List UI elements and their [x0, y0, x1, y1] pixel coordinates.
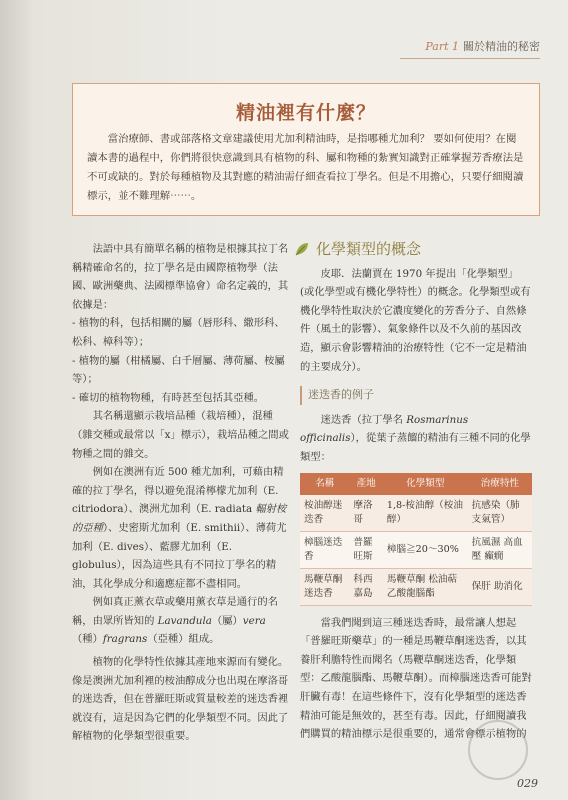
section-heading — [294, 240, 532, 259]
list-item: - 確切的植物物種，有時甚至包括其亞種。 — [72, 391, 265, 404]
text-run: （種） — [72, 633, 103, 646]
intro-title: 精油裡有什麼？ — [235, 102, 376, 124]
chemotype-table — [300, 473, 532, 606]
part-label: Part 1 — [425, 40, 459, 53]
column-header: 治療特性 — [468, 473, 532, 495]
paragraph: 植物的化學特性依據其產地來源而有變化。像是澳洲尤加利裡的桉油醇成分也出現在摩洛哥的迷迭香，但在普羅旺斯或質量較差的迷迭香裡就沒有，這是因為它們的化學類型不同。因此了解植物的化學類型很重要。 — [72, 656, 289, 743]
column-header: 名稱 — [300, 473, 349, 495]
table-cell: 抗感染（肺支氣管） — [468, 495, 532, 532]
table-cell: 摩洛哥 — [349, 495, 383, 532]
table-row — [300, 531, 532, 568]
header-rule — [400, 58, 540, 59]
table-row — [300, 495, 532, 532]
text-run-italic: vera — [242, 614, 266, 627]
text-run: （亞種）組成。 — [147, 633, 220, 646]
paragraph — [72, 593, 290, 649]
table-cell: 桉油醇迷迭香 — [300, 495, 349, 532]
table-cell: 馬鞭草酮 松油萜 乙酸龍腦酯 — [383, 568, 468, 605]
table-cell: 普羅旺斯 — [349, 531, 383, 568]
text-run: （屬） — [211, 614, 243, 627]
page-number: 029 — [517, 777, 538, 790]
paragraph — [72, 463, 290, 593]
stamp-circle — [468, 720, 528, 780]
table-header-row — [300, 473, 532, 495]
left-column — [72, 240, 290, 746]
leaf-icon — [294, 241, 310, 257]
column-header: 產地 — [349, 473, 383, 495]
text-run: ），從葉子蒸餾的精油有三種不同的化學類型： — [300, 432, 531, 463]
table-cell: 樟腦≧20～30% — [383, 531, 468, 568]
text-run-italic: Rosmarinus officinalis — [300, 413, 469, 445]
table-cell: 樟腦迷迭香 — [300, 531, 349, 568]
text-run-italic: fragrans — [102, 633, 148, 646]
text-run: 迷迭香（拉丁學名 — [320, 413, 407, 426]
text-run-italic: Lavandula — [157, 614, 212, 627]
table-cell: 科西嘉島 — [349, 568, 383, 605]
paragraph: 皮耶．法蘭賈在 1970 年提出「化學類型」(或化學型或有機化學特性）的概念。化學類型或有機化學特性取決於它濃度變化的芳香分子、自然條件（風土的影響）、氣象條件以及不久前的基因改造，顯示會影響精油的治療特性（它不一定是精油的主要成分）。 — [300, 267, 531, 373]
text-run: 例如在澳洲有近 500 種尤加利，可藉由精確的拉丁學名，得以避免混淆檸檬尤加利（E. citriodora）、澳洲尤加利（E. radiata — [72, 466, 284, 516]
table-cell: 馬鞭草酮迷迭香 — [300, 568, 349, 605]
sub-heading: 迷迭香的例子 — [300, 386, 532, 405]
table-cell: 1,8-桉油醇（桉油醇） — [383, 495, 468, 532]
text-run: 例如真正薰衣草或藥用薰衣草是通行的名稱，由眾所皆知的 — [72, 596, 278, 627]
text-run: ）、史密斯尤加利（E. smithii）、薄荷尤加利（E. dives）、藍膠尤加利（E. globulus），因為這些具有不同拉丁學名的精油，其化學成分和適應症都不盡相同。 — [72, 521, 287, 590]
list-item: - 植物的屬（柑橘屬、白千層屬、薄荷屬、桉屬等）； — [72, 354, 285, 386]
chapter-title: 關於精油的秘密 — [463, 40, 540, 53]
column-header: 化學類型 — [383, 473, 468, 495]
paragraph: 當我們聞到這三種迷迭香時，最常讓人想起「普羅旺斯藥草」的一種是馬鞭草酮迷迭香，以其養肝利膽特性而聞名（馬鞭草酮迷迭香，化學類型：乙酸龍腦酯、馬鞭草酮）。而樟腦迷迭香可能對肝臟有毒！在這些條件下，沒有化學類型的迷迭香精油可能是無效的，甚至有毒。因此，仔細閱讀我們購買的精油標示是很重要的，通常會標示植物的 — [300, 616, 532, 741]
table-cell: 抗風濕 高血壓 癲癇 — [468, 531, 532, 568]
running-header — [425, 38, 540, 54]
paragraph: 法語中具有簡單名稱的植物是根據其拉丁名稱精確命名的，拉丁學名是由國際植物學（法國、歐洲藥典、法國標準協會）命名定義的，其依據是： — [72, 243, 289, 311]
intro-body: 當治療師、書或部落格文章建議使用尤加利精油時，是指哪種尤加利？ 要如何使用？在閱讀本書的過程中，你們將很快意識到具有植物的科、屬和物種的紮實知識對正確掌握芳香療法是不可或缺的。對於每種植物及其對應的精油需仔細查看拉丁學名。但是不用擔心，只要仔細閱讀標示，並不難理解⋯⋯。 — [87, 133, 524, 202]
list-item: - 植物的科，包括相關的屬（唇形科、繖形科、松科、樟科等）； — [72, 317, 285, 348]
paragraph: 其名稱還顯示栽培品種（栽培種），混種（雜交種或最常以「x」標示），栽培品種之間或物種之間的雜交。 — [72, 410, 289, 460]
intro-box — [72, 83, 540, 216]
right-column — [300, 240, 532, 744]
paragraph — [300, 411, 532, 467]
section-title: 化學類型的概念 — [316, 240, 422, 258]
table-row — [300, 568, 532, 605]
watermark-stamp — [448, 720, 544, 780]
text-run-italic: 輻射桉的亞種 — [72, 503, 287, 534]
table-cell: 保肝 助消化 — [468, 568, 532, 605]
